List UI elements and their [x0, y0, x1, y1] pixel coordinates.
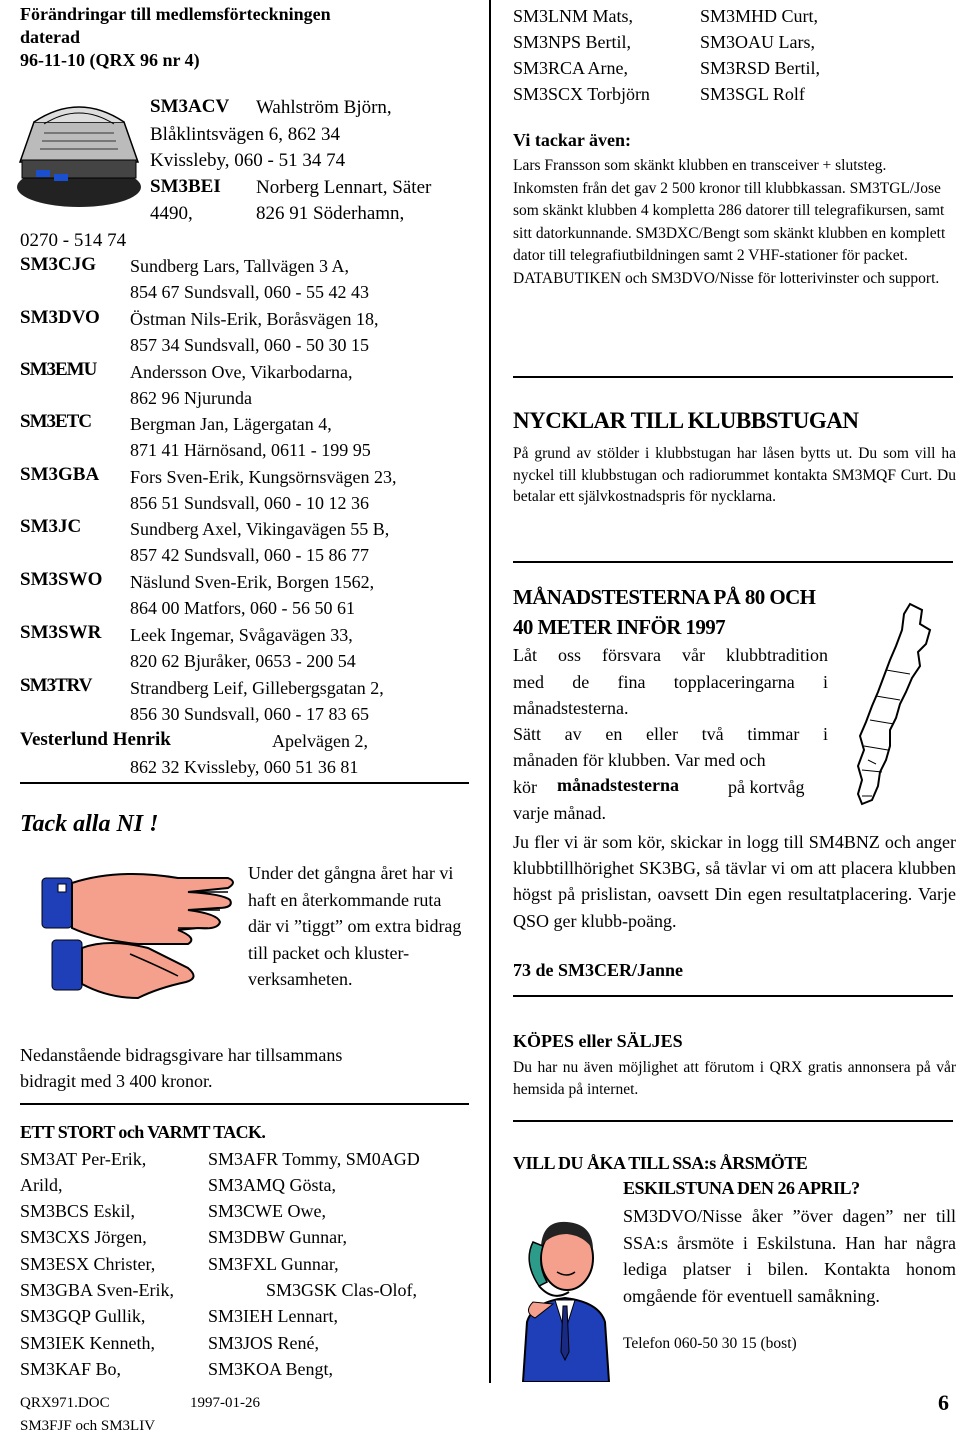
donors-intro-2: bidragit med 3 400 kronor. — [20, 1071, 213, 1091]
donor-left: SM3SCX Torbjörn — [513, 84, 650, 104]
donor-right: SM3JOS René, — [208, 1333, 320, 1353]
vesterlund-name: Vesterlund Henrik — [20, 729, 171, 750]
manads-line-1: Låt oss försvara vår klubbtradition — [513, 645, 828, 665]
member-call: SM3DVO — [20, 307, 100, 328]
member-line1: Sundberg Axel, Vikingavägen 55 B, — [130, 519, 390, 539]
member-line1: Bergman Jan, Lägergatan 4, — [130, 414, 332, 434]
donor-right: SM3OAU Lars, — [700, 32, 815, 52]
donor-left: SM3IEK Kenneth, — [20, 1333, 155, 1353]
manads-title-1: MÅNADSTESTERNA PÅ 80 OCH — [513, 585, 816, 609]
manads-sign: 73 de SM3CER/Janne — [513, 960, 684, 980]
divider — [513, 995, 953, 997]
ssa-title-1: VILL DU ÅKA TILL SSA:s ÅRSMÖTE — [513, 1153, 808, 1173]
page-number: 6 — [938, 1390, 949, 1415]
donor-right: SM3AFR Tommy, SM0AGD — [208, 1149, 420, 1169]
vesterlund-addr2: 862 32 Kvissleby, 060 51 36 81 — [130, 757, 359, 777]
ssa-phone: Telefon 060-50 30 15 (bost) — [623, 1335, 797, 1352]
addr2-sm3acv: Kvissleby, 060 - 51 34 74 — [150, 150, 346, 171]
donor-right: SM3AMQ Gösta, — [208, 1175, 337, 1195]
member-line2: 820 62 Bjuråker, 0653 - 200 54 — [130, 651, 356, 671]
manads-line-6-b: månadstesterna — [557, 775, 679, 795]
header-line-2: daterad — [20, 27, 80, 47]
manads-line-3: månadstesterna. — [513, 698, 629, 718]
donor-right: SM3FXL Gunnar, — [208, 1254, 339, 1274]
donor-left: SM3RCA Arne, — [513, 58, 629, 78]
member-line2: 864 00 Matfors, 060 - 56 50 61 — [130, 598, 355, 618]
tack-title: Tack alla NI ! — [20, 811, 159, 837]
manads-line-7: varje månad. — [513, 803, 606, 823]
member-line2: 856 30 Sundsvall, 060 - 17 83 65 — [130, 704, 370, 724]
manads-line-4: Sätt av en eller två timmar i — [513, 724, 828, 744]
divider — [20, 1103, 469, 1105]
donor-left: SM3KAF Bo, — [20, 1359, 122, 1379]
manads-line-6-a: kör — [513, 777, 537, 797]
ssa-title-2: ESKILSTUNA DEN 26 APRIL? — [623, 1178, 860, 1198]
member-line2: 862 96 Njurunda — [130, 388, 252, 408]
nycklar-title: NYCKLAR TILL KLUBBSTUGAN — [513, 408, 859, 433]
footer-file: QRX971.DOC — [20, 1395, 110, 1411]
name-sm3bei: Norberg Lennart, Säter — [256, 177, 432, 198]
manads-title-2: 40 METER INFÖR 1997 — [513, 615, 726, 639]
donor-left: SM3ESX Christer, — [20, 1254, 156, 1274]
member-line2: 857 42 Sundsvall, 060 - 15 86 77 — [130, 545, 370, 565]
member-call: SM3GBA — [20, 464, 100, 485]
donor-left: SM3NPS Bertil, — [513, 32, 632, 52]
donor-right: SM3MHD Curt, — [700, 6, 819, 26]
donor-left: SM3GBA Sven-Erik, — [20, 1280, 175, 1300]
donor-right: SM3RSD Bertil, — [700, 58, 821, 78]
donor-right: SM3IEH Lennart, — [208, 1306, 338, 1326]
column-divider — [489, 0, 491, 1383]
addr1-sm3acv: Blåklintsvägen 6, 862 34 — [150, 124, 340, 145]
footer-authors: SM3FJF och SM3LIV — [20, 1418, 156, 1434]
donor-right: SM3SGL Rolf — [700, 84, 805, 104]
call-sm3acv: SM3ACV — [150, 96, 230, 117]
kopes-title: KÖPES eller SÄLJES — [513, 1031, 683, 1051]
ssa-text: SM3DVO/Nisse åker ”över dagen” ner till SSA:s årsmöte i Eskilstuna. Han har några lediga platser i bilen. Kontakta honom omgående för eventuell samåkning. — [623, 1206, 956, 1306]
member-line2: 871 41 Härnösand, 0611 - 199 95 — [130, 440, 371, 460]
header-line-3: 96-11-10 (QRX 96 nr 4) — [20, 50, 200, 70]
member-call: SM3TRV — [20, 675, 92, 696]
member-line1: Strandberg Leif, Gillebergsgatan 2, — [130, 678, 384, 698]
addr1b-sm3bei: 826 91 Söderhamn, — [256, 203, 405, 224]
member-line1: Fors Sven-Erik, Kungsörnsvägen 23, — [130, 467, 397, 487]
vi-tackar-text: Lars Fransson som skänkt klubben en transceiver + slutsteg. Inkomsten från det gav 2 500 kronor till klubbkassan. SM3TGL/Jose som skänkt klubben 4 kompletta 286 datorer till telegrafikursen, samt sitt datorkunnande. SM3DXC/Bengt som skänkt klubben en komplett dator till telegrafiutbildningen samt 2 VHF-stationer för packet. DATABUTIKEN och SM3DVO/Nisse för lotterivinster och support. — [513, 157, 946, 287]
divider — [20, 782, 469, 784]
donor-left: SM3LNM Mats, — [513, 6, 634, 26]
divider — [513, 376, 953, 378]
rolodex-icon — [14, 92, 144, 212]
man-on-phone-icon — [513, 1202, 618, 1382]
addr1a-sm3bei: 4490, — [150, 203, 193, 224]
donors-intro-1: Nedanstående bidragsgivare har tillsammans — [20, 1045, 343, 1065]
name-sm3acv: Wahlström Björn, — [256, 97, 392, 118]
donor-left: SM3GQP Gullik, — [20, 1306, 146, 1326]
member-line1: Östman Nils-Erik, Boråsvägen 18, — [130, 309, 379, 329]
manads-line-2: med de fina topplaceringarna i — [513, 672, 828, 692]
member-call: SM3CJG — [20, 254, 96, 275]
phone-sm3bei: 0270 - 514 74 — [20, 230, 127, 251]
header-line-1: Förändringar till medlemsförteckningen — [20, 4, 331, 24]
kopes-text: Du har nu även möjlighet att förutom i QRX gratis annonsera på vår hemsida på internet. — [513, 1059, 956, 1098]
sweden-map-icon — [850, 600, 955, 810]
manads-line-5: månaden för klubben. Var med och — [513, 750, 766, 770]
donor-right: SM3KOA Bengt, — [208, 1359, 334, 1379]
member-call: SM3ETC — [20, 411, 92, 432]
member-line1: Sundberg Lars, Tallvägen 3 A, — [130, 256, 350, 276]
member-call: SM3EMU — [20, 359, 97, 380]
footer-date: 1997-01-26 — [190, 1395, 260, 1411]
member-line1: Leek Ingemar, Svågavägen 33, — [130, 625, 353, 645]
donors-thanks: ETT STORT och VARMT TACK. — [20, 1122, 266, 1142]
donor-right: SM3GSK Clas-Olof, — [266, 1280, 418, 1300]
member-line1: Näslund Sven-Erik, Borgen 1562, — [130, 572, 375, 592]
donor-left: Arild, — [20, 1175, 63, 1195]
member-line2: 857 34 Sundsvall, 060 - 50 30 15 — [130, 335, 370, 355]
member-line2: 854 67 Sundsvall, 060 - 55 42 43 — [130, 282, 370, 302]
donor-right: SM3CWE Owe, — [208, 1201, 326, 1221]
nycklar-text: På grund av stölder i klubbstugan har låsen bytts ut. Du som vill ha nyckel till klubbstugan och radiorummet kontakta SM3MQF Curt. Du betalar ett självkostnadspris för nycklarna. — [513, 445, 956, 505]
member-call: SM3SWO — [20, 569, 103, 590]
vi-tackar-title: Vi tackar även: — [513, 130, 631, 150]
donor-left: SM3AT Per-Erik, — [20, 1149, 147, 1169]
donor-right: SM3DBW Gunnar, — [208, 1227, 347, 1247]
call-sm3bei: SM3BEI — [150, 176, 221, 197]
divider — [513, 561, 953, 563]
vesterlund-addr1: Apelvägen 2, — [272, 731, 368, 751]
member-line2: 856 51 Sundsvall, 060 - 10 12 36 — [130, 493, 370, 513]
manads-rest: Ju fler vi är som kör, skickar in logg till SM4BNZ och anger klubbtillhörighet SK3BG, så tävlar vi om att placera klubben högst på prislistan, oavsett Din egen resultatplacering. Varje QSO ger klubb-poäng. — [513, 832, 956, 931]
donor-left: SM3BCS Eskil, — [20, 1201, 136, 1221]
member-call: SM3SWR — [20, 622, 102, 643]
member-call: SM3JC — [20, 516, 82, 537]
begging-hands-icon — [38, 848, 248, 1008]
tack-text: Under det gångna året har vi haft en återkommande ruta där vi ”tiggt” om extra bidrag till packet och kluster-verksamheten. — [248, 863, 462, 989]
divider — [513, 1120, 953, 1122]
donor-left: SM3CXS Jörgen, — [20, 1227, 147, 1247]
member-line1: Andersson Ove, Vikarbodarna, — [130, 362, 353, 382]
manads-line-6-c: på kortvåg — [728, 777, 805, 797]
